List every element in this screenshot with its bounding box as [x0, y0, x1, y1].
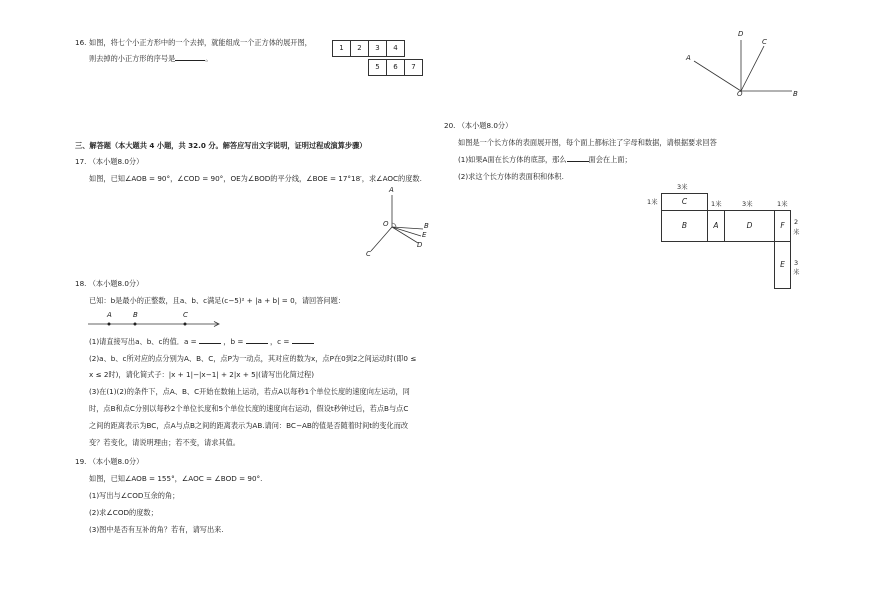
q16-cell-6: 6: [386, 59, 405, 76]
q18-label-c: C: [183, 311, 188, 319]
net-dim-right-2-unit: 米: [793, 228, 800, 236]
label-c-top: C: [762, 38, 767, 46]
q20-header: [444, 122, 512, 129]
q18-p1-a: (1)请直接写出a、b、c的值．a =: [89, 337, 197, 346]
q17-label-e: E: [422, 231, 427, 239]
q17-text: 如图，已知∠AOB = 90°，∠COD = 90°，OE为∠BOD的平分线，∠BOE = 17°18′，求∠AOC的度数.: [89, 174, 422, 183]
q16-cell-3: 3: [368, 40, 387, 57]
net-dim-right-3: 3: [794, 259, 799, 267]
q18-part3-line2: 时，点B和点C分别以每秒2个单位长度和5个单位长度的速度向右运动，假设t秒钟过后，若点B与点C: [89, 404, 409, 413]
q19-score: （本小题8.0分）: [88, 457, 144, 466]
q16-end: 。: [205, 54, 213, 63]
q16-cell-1: 1: [332, 40, 351, 57]
q18-part2-line1: (2)a、b、c所对应的点分别为A、B、C，点P为一动点，其对应的数为x，点P在0到2之间运动时(即0 ≤: [89, 354, 417, 363]
q16-cell-2: 2: [350, 40, 369, 57]
q16-cell-7: 7: [404, 59, 423, 76]
q18-label-b: B: [133, 311, 138, 319]
label-b-top: B: [793, 90, 798, 98]
q18-part3-line3: 之间的距离表示为BC，点A与点B之间的距离表示为AB.请问：BC−AB的值是否随着时间t的变化而改: [89, 421, 409, 430]
q17-label-d: D: [417, 241, 423, 249]
net-dim-right-3-unit: 米: [793, 268, 800, 276]
q18-score: （本小题8.0分）: [88, 279, 144, 288]
q20-p1-b: 面会在上面；: [588, 155, 632, 164]
q20-score: （本小题8.0分）: [457, 121, 513, 130]
q19-header: [75, 458, 143, 465]
net-face-e: E: [774, 241, 791, 289]
q17-label-b: B: [424, 222, 429, 230]
q20-part2: (2)求这个长方体的表面积和体积.: [458, 172, 564, 181]
q17-number: 17.: [75, 157, 87, 166]
net-dim-top-3m: 3米: [677, 183, 688, 191]
q16-line2: 则去掉的小正方形的序号是: [89, 54, 176, 63]
q20-part1: [458, 156, 632, 163]
q20-answer-blank[interactable]: [567, 161, 589, 162]
q20-intro: 如图是一个长方体的表面展开图，每个面上都标注了字母和数据，请根据要求回答: [458, 138, 717, 147]
q17-label-a: A: [389, 186, 394, 194]
label-a-top: A: [686, 54, 691, 62]
q16-cell-4: 4: [386, 40, 405, 57]
q16-line1: 如图，将七个小正方形中的一个去掉，就能组成一个正方体的展开图，: [89, 38, 312, 47]
q18-p1-b: ，b =: [223, 337, 244, 346]
q18-part1: [89, 338, 314, 345]
q16-cell-5: 5: [368, 59, 387, 76]
q19-part2: (2)求∠COD的度数；: [89, 508, 158, 517]
section3-header: 三、解答题（本大题共 4 小题，共 32.0 分。解答应写出文字说明，证明过程或演算步骤）: [75, 141, 367, 150]
q18-number: 18.: [75, 279, 87, 288]
net-dim-mid-3m: 3米: [742, 200, 753, 208]
q17-score: （本小题8.0分）: [88, 157, 144, 166]
net-dim-right-2: 2: [794, 218, 799, 226]
q17-label-c: C: [366, 250, 371, 258]
q18-part2-line2: x ≤ 2时)，请化简式子：|x + 1|−|x−1| + 2|x + 5|(请写出化简过程): [89, 370, 315, 379]
q18-blank-a[interactable]: [199, 343, 221, 344]
q19-part1: (1)写出与∠COD互余的角；: [89, 491, 180, 500]
net-face-b: B: [661, 210, 708, 242]
net-face-a: A: [707, 210, 725, 242]
q18-intro: 已知：b是最小的正整数，且a、b、c满足(c−5)² + |a + b| = 0，请回答问题：: [89, 296, 345, 305]
q19-part3: (3)图中是否有互补的角？若有，请写出来.: [89, 525, 224, 534]
q18-point-a: [108, 323, 111, 326]
q20-p1-a: (1)如果A面在长方体的底部，那么: [458, 155, 567, 164]
net-face-f: F: [774, 210, 791, 242]
q19-text: 如图，已知∠AOB = 155°，∠AOC = ∠BOD = 90°.: [89, 474, 263, 483]
net-face-c: C: [661, 193, 708, 211]
q17-label-o: O: [383, 220, 389, 228]
q18-part3-line4: 变？若变化，请说明理由；若不变，请求其值。: [89, 438, 240, 447]
q18-point-c: [184, 323, 187, 326]
net-dim-left-1m: 1米: [647, 198, 658, 206]
q18-part3-line1: (3)在(1)(2)的条件下，点A、B、C开始在数轴上运动，若点A以每秒1个单位长度的速度向左运动，同: [89, 387, 410, 396]
net-face-d: D: [724, 210, 775, 242]
label-d-top: D: [738, 30, 744, 38]
q20-number: 20.: [444, 121, 456, 130]
label-o-top: O: [737, 90, 743, 98]
net-dim-right-1m: 1米: [777, 200, 788, 208]
q18-blank-b[interactable]: [246, 343, 268, 344]
q18-label-a: A: [107, 311, 112, 319]
q18-blank-c[interactable]: [292, 343, 314, 344]
q18-point-b: [134, 323, 137, 326]
q16-number: 16.: [75, 38, 87, 47]
net-dim-mid-1m: 1米: [711, 200, 722, 208]
q18-p1-c: ，c =: [269, 337, 290, 346]
q19-number: 19.: [75, 457, 87, 466]
